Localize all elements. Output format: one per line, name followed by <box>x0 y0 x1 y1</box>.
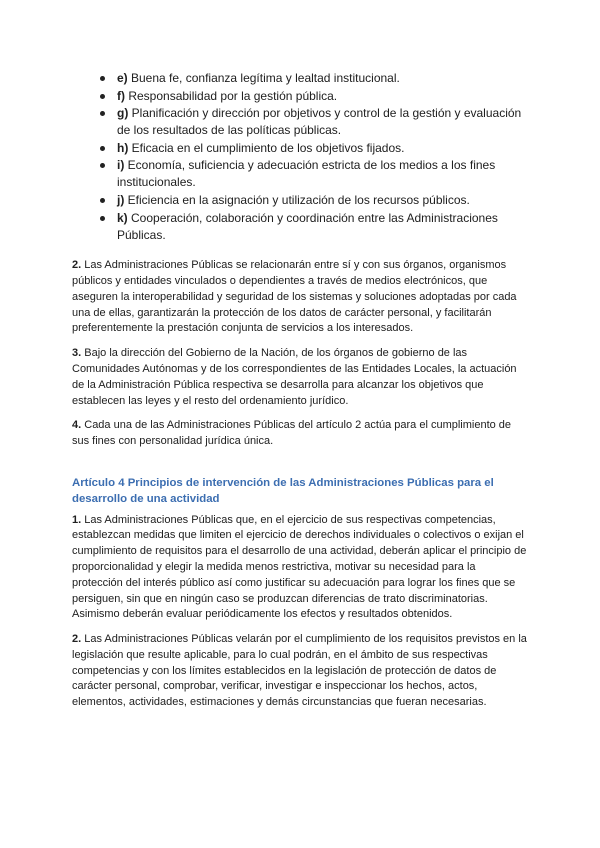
paragraph-text: Cada una de las Administraciones Públicas del artículo 2 actúa para el cumplimiento de sus fines con personalidad jurídica única. <box>72 419 512 448</box>
item-text: Eficacia en el cumplimiento de los objetivos fijados. <box>128 140 405 155</box>
item-text: Planificación y dirección por objetivos y control de la gestión y evaluación de los resultados de las políticas públicas. <box>117 106 522 138</box>
paragraph-number: 3. <box>72 347 82 360</box>
list-item <box>99 157 528 191</box>
item-letter: h) <box>117 140 129 155</box>
item-text: Cooperación, colaboración y coordinación entre las Administraciones Públicas. <box>117 210 498 242</box>
item-text: Eficiencia en la asignación y utilización de los recursos públicos. <box>124 192 470 207</box>
item-letter: g) <box>117 106 129 121</box>
item-text: Economía, suficiencia y adecuación estricta de los medios a los fines institucionales. <box>117 158 496 190</box>
list-item <box>99 192 528 209</box>
list-item <box>99 70 528 87</box>
paragraph-number: 2. <box>72 259 82 272</box>
paragraph <box>72 632 528 711</box>
item-letter: i) <box>117 158 125 173</box>
item-text: Buena fe, confianza legítima y lealtad institucional. <box>127 71 400 85</box>
item-letter: j) <box>117 192 125 207</box>
item-letter: e) <box>117 71 128 85</box>
paragraph-number: 1. <box>72 513 82 526</box>
article-heading: Artículo 4 Principios de intervención de las Administraciones Públicas para el desarrollo de una actividad <box>72 476 494 505</box>
paragraph <box>72 346 528 409</box>
document-body <box>72 70 528 711</box>
paragraph-number: 4. <box>72 419 82 432</box>
paragraph-text: Las Administraciones Públicas se relacionarán entre sí y con sus órganos, organismos públicos y entidades vinculados o dependientes a través de medios electrónicos, que aseguren la interoperabilidad y seguridad de los sistemas y soluciones adoptadas por cada una de ellas, garantizarán la protección de los datos de carácter personal, y facilitarán preferentemente la prestación conjunta de servicios a los interesados. <box>72 259 517 335</box>
item-letter: f) <box>117 88 125 103</box>
paragraph-number: 2. <box>72 633 82 646</box>
item-letter: k) <box>117 210 128 225</box>
list-item <box>99 105 528 139</box>
paragraph <box>72 258 528 337</box>
list-item <box>99 210 528 244</box>
principles-list <box>72 70 528 244</box>
list-item <box>99 140 528 157</box>
paragraph-text: Bajo la dirección del Gobierno de la Nación, de los órganos de gobierno de las Comunidades Autónomas y de los correspondientes de las Entidades Locales, la actuación de la Administración Pública respectiva se desarrolla para alcanzar los objetivos que establecen las leyes y el resto del ordenamiento jurídico. <box>72 347 517 407</box>
paragraph <box>72 418 528 450</box>
item-text: Responsabilidad por la gestión pública. <box>125 88 338 103</box>
list-item <box>99 88 528 105</box>
paragraph-text: Las Administraciones Públicas velarán por el cumplimiento de los requisitos previstos en la legislación que resulte aplicable, para lo cual podrán, en el ámbito de sus respectivas competencias y con los límites establecidos en la legislación de protección de datos de carácter personal, comprobar, verificar, investigar e inspeccionar los hechos, actos, elementos, actividades, estimaciones y demás circunstancias que fueran necesarias. <box>72 633 527 709</box>
paragraph <box>72 513 528 624</box>
paragraph-text: Las Administraciones Públicas que, en el ejercicio de sus respectivas competencias, establezcan medidas que limiten el ejercicio de derechos individuales o colectivos o exijan el cumplimiento de requisitos para el desarrollo de una actividad, deberán aplicar el principio de proporcionalidad y elegir la medida menos restrictiva, motivar su necesidad para la protección del interés público así como justificar su adecuación para lograr los fines que se persiguen, sin que en ningún caso se produzcan diferencias de trato discriminatorias. Asimismo deberán evaluar periódicamente los efectos y resultados obtenidos. <box>72 513 527 621</box>
